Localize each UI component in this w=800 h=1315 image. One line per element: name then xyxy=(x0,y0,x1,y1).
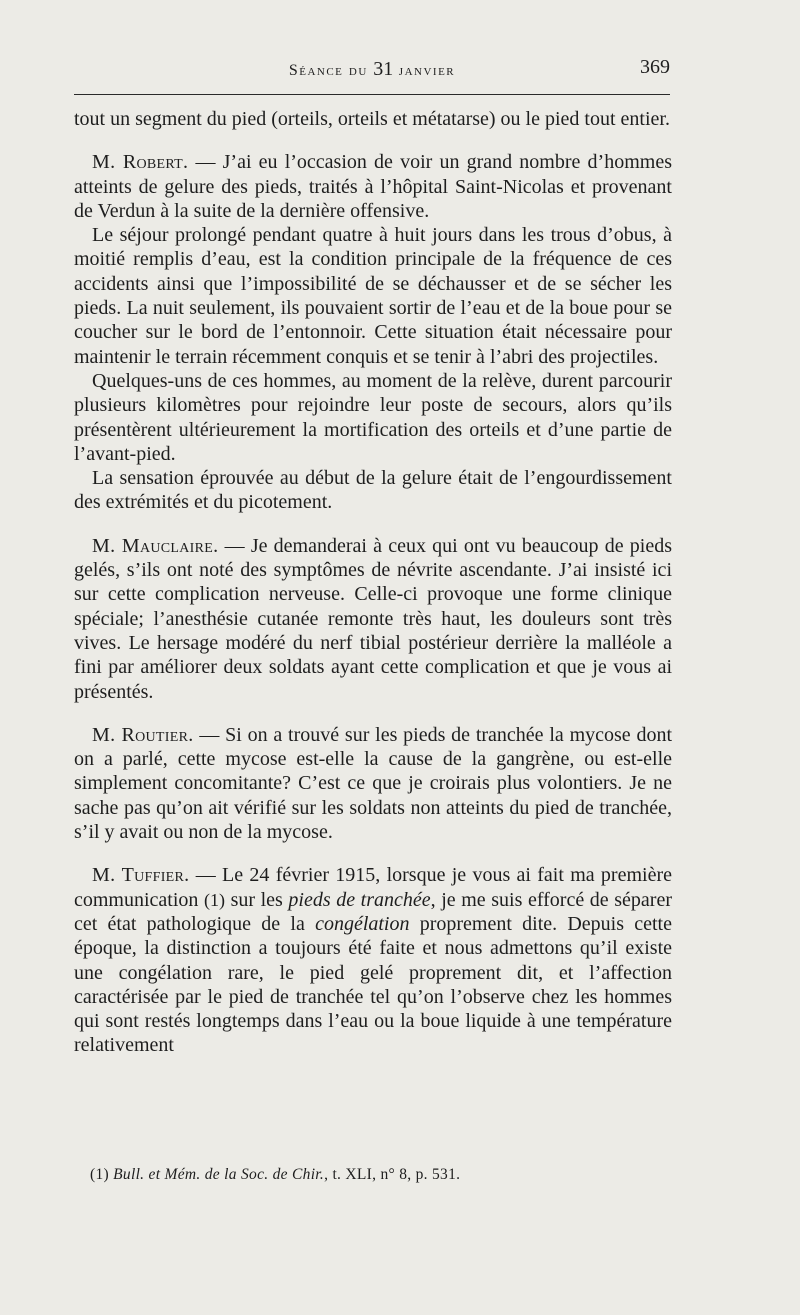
page-number: 369 xyxy=(640,56,670,78)
footnote: (1) Bull. et Mém. de la Soc. de Chir., t. XLI, n° 8, p. 531. xyxy=(90,1166,461,1183)
paragraph: Le séjour prolongé pendant quatre à huit jours dans les trous d’obus, à moitié remplis d’eau, est la condition principale de la fréquence de ces accidents ainsi que l’impossibilité de se déchausser et de se sécher les pieds. La nuit seulement, ils pouvaient sortir de l’eau et de la boue pour se coucher sur le bord de l’entonnoir. Cette situation était nécessaire pour maintenir le terrain récemment conquis et se tenir à l’abri des projectiles. xyxy=(74,224,672,368)
running-title: Séance du 31 janvier xyxy=(288,58,456,80)
footnote-reference[interactable]: (1) xyxy=(204,889,225,910)
header-rule xyxy=(74,94,670,95)
speaker-name: M. Routier. xyxy=(92,723,194,746)
paragraph-mauclaire: M. Mauclaire. — Je demanderai à ceux qui ont vu beaucoup de pieds gelés, s’ils ont noté des symptômes de névrite ascendante. J’ai insisté ici sur cette complication nerveuse. Celle-ci provoque une forme clinique spéciale; l’anesthésie cutanée remonte très haut, les douleurs sont très vives. Le hersage modéré du nerf tibial postérieur derrière la malléole a fini par améliorer deux soldats ayant cette complication et que je vous ai présentés. xyxy=(74,534,672,703)
speaker-name: M. Tuffier. xyxy=(92,864,190,887)
speaker-name: M. Mauclaire. xyxy=(92,534,219,557)
speaker-name: M. Robert. xyxy=(92,151,189,174)
paragraph: La sensation éprouvée au début de la gelure était de l’engourdissement des extrémités et du picotement. xyxy=(74,467,672,514)
page-header xyxy=(74,52,670,82)
paragraph-robert: M. Robert. — J’ai eu l’occasion de voir un grand nombre d’hommes atteints de gelure des pieds, traités à l’hôpital Saint-Nicolas et provenant de Verdun à la suite de la dernière offensive. xyxy=(74,151,672,222)
paragraph-tuffier: M. Tuffier. — Le 24 février 1915, lorsque je vous ai fait ma première communication (1) sur les pieds de tranchée, je me suis efforcé de séparer cet état pathologique de la congélation proprement dite. Depuis cette époque, la distinction a toujours été faite et nous admettons qu’il existe une congélation rare, le pied gelé proprement dit, et l’affection caractérisée par le pied de tranchée tel qu’on l’observe chez les hommes qui sont restés longtemps dans l’eau ou la boue liquide à une température relativement xyxy=(74,864,672,1057)
paragraph-continuation: tout un segment du pied (orteils, orteils et métatarse) ou le pied tout entier. xyxy=(74,108,670,130)
paragraph: Quelques-uns de ces hommes, au moment de la relève, durent parcourir plusieurs kilomètres pour rejoindre leur poste de secours, alors qu’ils présentèrent ultérieurement la mortification des orteils et d’une partie de l’avant-pied. xyxy=(74,369,672,465)
paragraph-routier: M. Routier. — Si on a trouvé sur les pieds de tranchée la mycose dont on a parlé, cette mycose est-elle la cause de la gangrène, ou est-elle simplement concomitante? C’est ce que je croirais plus volontiers. Je ne sache pas qu’on ait vérifié sur les soldats non atteints du pied de tranchée, s’il y avait ou non de la mycose. xyxy=(74,723,673,844)
body-text xyxy=(74,107,672,1058)
